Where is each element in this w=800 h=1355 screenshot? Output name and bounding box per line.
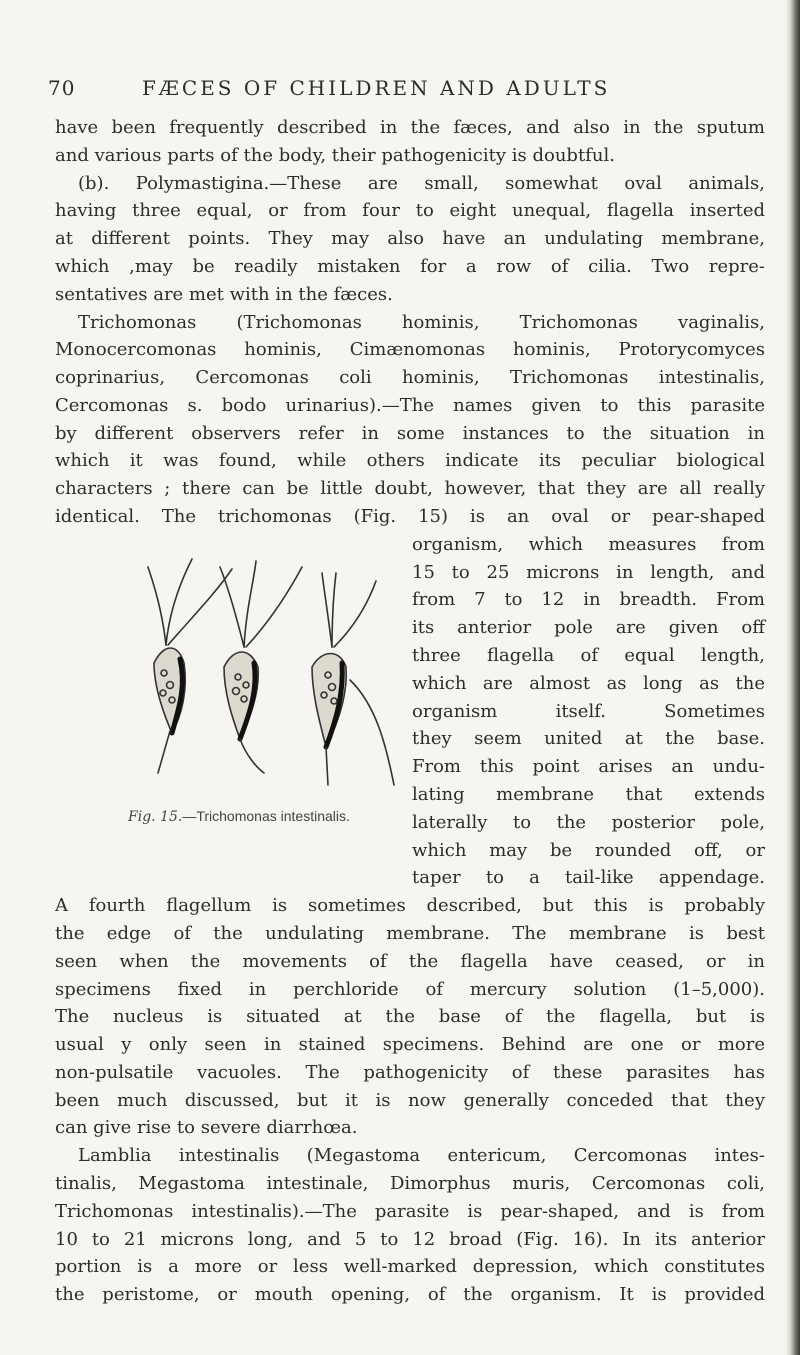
text-line: three flagella of equal length, <box>412 645 765 666</box>
figure-caption-text: —Trichomonas intestinalis. <box>182 808 350 824</box>
text-line: Lamblia intestinalis (Megastoma entericum, Cercomonas intes- <box>78 1145 765 1166</box>
text-line: laterally to the posterior pole, <box>412 812 765 833</box>
text-line: A fourth flagellum is sometimes described, but this is probably <box>55 895 765 916</box>
figure-caption <box>128 808 428 825</box>
text-line: characters ; there can be little doubt, however, that they are all really <box>55 478 765 499</box>
text-line: non-pulsatile vacuoles. The pathogenicity of these parasites has <box>55 1062 765 1083</box>
text-line: (b). Polymastigina.—These are small, somewhat oval animals, <box>78 173 765 194</box>
text-line: usual y only seen in stained specimens. Behind are one or more <box>55 1034 765 1055</box>
text-line: which are almost as long as the <box>412 673 765 694</box>
text-line: by different observers refer in some instances to the situation in <box>55 423 765 444</box>
text-line: have been frequently described in the fæces, and also in the sputum <box>55 117 765 138</box>
text-line: organism, which measures from <box>412 534 765 555</box>
text-line: sentatives are met with in the fæces. <box>55 284 393 305</box>
text-line: having three equal, or from four to eight unequal, flagella inserted <box>55 200 765 221</box>
page-header <box>48 76 748 106</box>
text-line: Cercomonas s. bodo urinarius).—The names given to this parasite <box>55 395 765 416</box>
text-line: and various parts of the body, their pathogenicity is doubtful. <box>55 145 615 166</box>
text-line: specimens fixed in perchloride of mercury solution (1–5,000). <box>55 979 765 1000</box>
text-line: From this point arises an undu- <box>412 756 765 777</box>
text-line: taper to a tail-like appendage. <box>412 867 765 888</box>
text-line: which may be rounded off, or <box>412 840 765 861</box>
text-line: coprinarius, Cercomonas coli hominis, Trichomonas intestinalis, <box>55 367 765 388</box>
text-line: Trichomonas (Trichomonas hominis, Trichomonas vaginalis, <box>78 312 765 333</box>
text-line: 15 to 25 microns in length, and <box>412 562 765 583</box>
text-line: the peristome, or mouth opening, of the organism. It is provided <box>55 1284 765 1305</box>
figure-15 <box>136 555 406 805</box>
text-line: from 7 to 12 in breadth. From <box>412 589 765 610</box>
text-line: been much discussed, but it is now generally conceded that they <box>55 1090 765 1111</box>
text-line: Monocercomonas hominis, Cimænomonas hominis, Protorycomyces <box>55 339 765 360</box>
text-line: which it was found, while others indicate its peculiar biological <box>55 450 765 471</box>
figure-number: Fig. 15. <box>128 809 183 825</box>
text-line: lating membrane that extends <box>412 784 765 805</box>
text-line: they seem united at the base. <box>412 728 765 749</box>
text-line: identical. The trichomonas (Fig. 15) is an oval or pear-shaped <box>55 506 765 527</box>
text-line: which ,may be readily mistaken for a row of cilia. Two repre- <box>55 256 765 277</box>
text-line: its anterior pole are given off <box>412 617 765 638</box>
page-edge-shadow <box>786 0 800 1355</box>
page-number: 70 <box>48 76 76 100</box>
text-line: portion is a more or less well-marked depression, which constitutes <box>55 1256 765 1277</box>
text-line: can give rise to severe diarrhœa. <box>55 1117 358 1138</box>
text-line: The nucleus is situated at the base of the flagella, but is <box>55 1006 765 1027</box>
text-line: the edge of the undulating membrane. The membrane is best <box>55 923 765 944</box>
text-line: seen when the movements of the flagella have ceased, or in <box>55 951 765 972</box>
text-line: organism itself. Sometimes <box>412 701 765 722</box>
text-line: at different points. They may also have an undulating membrane, <box>55 228 765 249</box>
running-head: FÆCES OF CHILDREN AND ADULTS <box>142 76 611 100</box>
text-line: 10 to 21 microns long, and 5 to 12 broad (Fig. 16). In its anterior <box>55 1229 765 1250</box>
trichomonas-specimen-icon <box>136 555 406 805</box>
text-line: Trichomonas intestinalis).—The parasite is pear-shaped, and is from <box>55 1201 765 1222</box>
text-line: tinalis, Megastoma intestinale, Dimorphus muris, Cercomonas coli, <box>55 1173 765 1194</box>
